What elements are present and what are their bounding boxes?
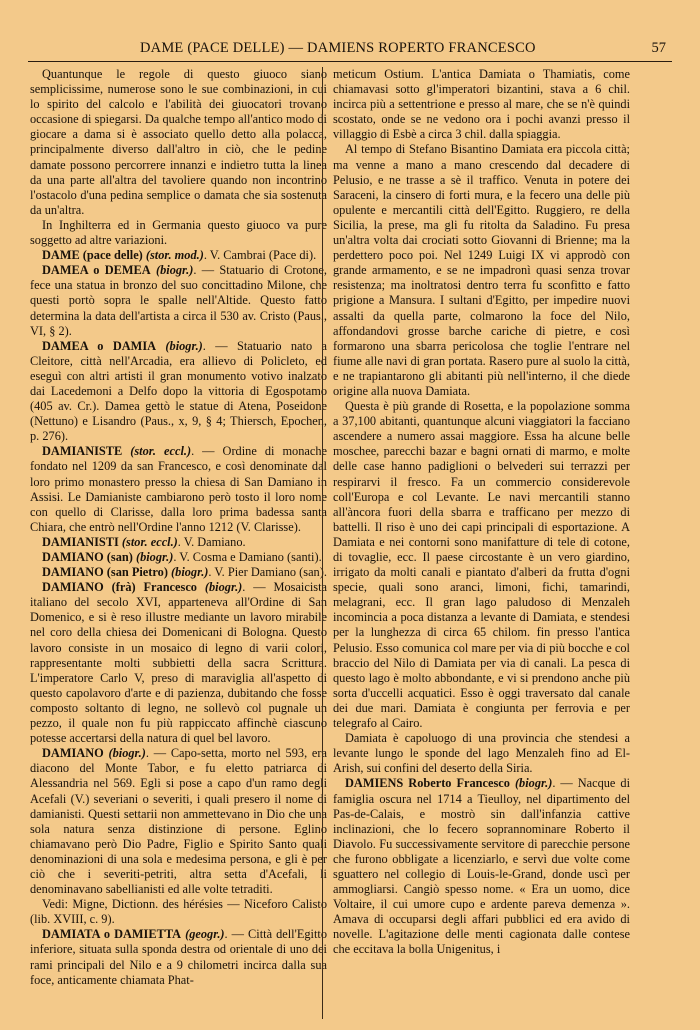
dictionary-entry [30,263,327,338]
entry-category: (biogr.) [155,263,194,278]
entry-category: (stor. eccl.) [121,534,178,549]
entry-category: (biogr.) [165,338,203,353]
column-divider [322,67,323,1019]
body-paragraph: Al tempo di Stefano Bisantino Damiata era piccola città; ma venne a mano a mano crescendo dal decadere di Pelusio, e ne trasse a sè il traffico. Venuta in potere dei Saraceni, la cinsero di forti mura, e la fecero una delle più opulente e mercantili città dell'Egitto. Ruggiero, re della Sicilia, la prese, ma gli fu ritolta da Saladino. Fu presa un'altra volta dai crociati sotto Giovanni di Brienne; ma la perdettero poco poi. Nel 1249 Luigi IX vi approdò con grande armamento, e se ne impadronì quasi senza trovar resistenza; ma inoltratosi dentro terra fu sconfitto e fatto prigione a Mansura. I sultani d'Egitto, per impedire nuovi assalti da quella parte, colmarono la foce del Nilo, affondandovi grosse barche cariche di pietre, e così formarono una sbarra pericolosa che toglie l'entrare nel fiume alle navi di gran portata. Rasero pure al suolo la città, e ne trapiantarono gli abitanti più nell'interno, il che diede origine alla nuova Damiata. [333,142,630,398]
entry-headword: DAMIANISTE [42,444,123,459]
entry-headword: DAMIANO [42,746,104,761]
body-paragraph: In Inghilterra ed in Germania questo giuoco va pure soggetto ad altre variazioni. [30,217,327,248]
entry-text: . V. Pier Damiano (san). [208,565,327,580]
entry-headword: DAME (pace delle) [42,248,143,263]
entry-category: (stor. mod.) [145,248,204,263]
dictionary-entry [30,565,327,580]
dictionary-entry [30,248,327,263]
entry-text: . — Mosaicista italiano del secolo XVI, apparteneva all'Ordine di San Domenico, e si è reso illustre mediante un lavoro mirabile nel coro della chiesa dei Domenicani di Bologna. Questo lavoro consiste in un mosaico di legno di varii colori, rappresentante molti subbietti della sacra Scrittura. L'imperatore Carlo V, preso di maraviglia all'aspetto di questo capolavoro d'arte e di pazienza, dubitando che fosse composto soltanto di legno, ne sollevò col pugnale un pezzo, il quale non fu più rappiccato affinchè ciascuno potesse accertarsi della natura di quel bel lavoro. [30,580,327,746]
entry-category: (stor. eccl.) [130,444,192,459]
page-number: 57 [651,40,666,56]
entry-text: . V. Damiano. [177,534,246,549]
body-paragraph: Questa è più grande di Rosetta, e la popolazione somma a 37,100 abitanti, quantunque alcuni viaggiatori la facciano ascendere a numero assai maggiore. Essa ha alcune belle moschee, parecchi bazar e bagni ornati di marmo, e molte delle case hanno padiglioni o belvederi sui terrazzi per respirarvi il fresco. Fa un commercio considerevole coll'Europa e col Levante. Le navi mercantili stanno all'àncora fuori della sbarra e trafficano per mezzo di battelli. Il riso è uno dei capi principali di esportazione. A Damiata e nei contorni sono manifatture di tele di cotone, di tovaglie, ecc. Il paese circostante è un vero giardino, irrigato da molti canali e piantato d'alberi da frutta d'ogni specie, quali sono aranci, limoni, fichi, tamarindi, melagrani, ecc. Il gran lago paludoso di Menzaleh incomincia a poca distanza a levante di Damiata, e stendesi per la lunghezza di circa 65 chilom. fin presso l'antica Pelusio. Esso comunica col mare per via di più bocche e col braccio del Nilo di Damiata per via di canali. La pesca di questo lago è molto abbondante, e vi si prendono anche più sorta d'uccelli acquatici. Esso è oggi traversato dal canale dei due mari. Damiata è congiunta per ferrovia e per telegrafo al Cairo. [333,399,630,731]
dictionary-entry [30,746,327,897]
right-column [333,67,630,1017]
body-paragraph: Quantunque le regole di questo giuoco siano semplicissime, numerose sono le sue combinazioni, in cui lo spirito del calcolo e l'abilità dei giuocatori trovano occasione di spiegarsi. Da qualche tempo all'antico modo di giocare a dama si è associato quello detto alla polacca, principalmente diverso dall'altro in ciò, che le pedine damate possono percorrere innanzi e indietro tutta la linea da una parte all'altra del tavoliere quando non incontrino l'ostacolo d'una pedina semplice o damata che sia sostenuta da un'altra. [30,67,327,217]
entry-headword: DAMIANO (san) [42,550,133,564]
entry-text: . — Capo-setta, morto nel 593, era diacono del Monte Tabor, e fu eletto patriarca di Alessandria nel 569. Egli si pose a capo d'un ramo degli Acefali (V.) severiani o severiti, i quali presero il nome di damianisti. Questi settarii non ammettevano in Dio che una sola natura senza distinzione di persone. Eglino chiamavano però Dio Padre, Figlio e Spirito Santo quali denominazioni di una sola e medesima persona, e gli è per ciò che i severiti-petriti, altra setta d'Acefali, li denominavano sabellianisti ed alle volte tetraditi. [30,746,327,897]
entry-category: (biogr.) [171,565,209,580]
entry-category: (geogr.) [185,927,225,942]
entry-headword: DAMIANO (frà) Francesco [42,580,197,595]
dictionary-entry [30,339,327,445]
dictionary-entry [30,550,327,565]
dictionary-entry [30,535,327,550]
entry-text: . V. Cambrai (Pace di). [203,248,317,263]
dictionary-entry [333,776,630,957]
entry-text: . — Città dell'Egitto inferiore, situata sulla sponda destra od orientale di uno dei rami principali del Nilo e a 9 chilometri incirca dalla sua foce, anticamente chiamata Phat- [30,927,327,987]
running-header [28,38,672,62]
entry-headword: DAMEA o DAMIA [42,338,157,353]
dictionary-entry [30,444,327,535]
running-title: DAME (PACE DELLE) — DAMIENS ROPERTO FRANCESCO [140,40,536,56]
dictionary-entry [30,580,327,746]
entry-category: (biogr.) [514,776,553,791]
entry-text: . V. Cosma e Damiano (santi). [173,550,322,564]
entry-text: . — Statuario di Crotone, fece una statua in bronzo del suo concittadino Milone, che questi portò sopra le spalle nell'Altide. Questo fatto determina la data dell'artista a circa il 530 av. Cristo (Paus., VI, § 2). [30,263,327,338]
entry-headword: DAMEA o DEMEA [42,263,151,278]
entry-headword: DAMIENS Roberto Francesco [345,776,510,791]
body-paragraph: meticum Ostium. L'antica Damiata o Thamiatis, come chiamavasi sotto gl'imperatori bizantini, stava a 6 chil. incirca più a settentrione e presso al mare, che se n'è quindi scostato, onde se ne vedono ora i pochi avanzi presso il villaggio di Esbè a circa 3 chil. dalla spiaggia. [333,67,630,142]
entry-category: (biogr.) [204,580,243,595]
entry-text: . — Ordine di monache fondato nel 1209 da san Francesco, e così denominate dal loro primo monastero presso la chiesa di San Damiano in Assisi. Le Damianiste cambiarono però tosto il loro nome con quello di Clarisse, dalla loro prima badessa santa Chiara, che entrò nell'Ordine l'anno 1212 (V. Clarisse). [30,444,327,534]
entry-headword: DAMIANISTI [42,534,119,549]
entry-headword: DAMIANO (san Pietro) [42,565,168,580]
body-paragraph: Damiata è capoluogo di una provincia che stendesi a levante lungo le sponde del lago Menzaleh fino ad El-Arish, sui confini del deserto della Siria. [333,731,630,776]
entry-headword: DAMIATA o DAMIETTA [42,927,182,942]
entry-category: (biogr.) [135,550,174,564]
body-paragraph: Vedi: Migne, Dictionn. des hérésies — Niceforo Calisto (lib. XVIII, c. 9). [30,897,327,927]
left-column [30,67,327,1017]
entry-text: . — Statuario nato a Cleitore, città nell'Arcadia, era allievo di Policleto, ed eseguì con altri artisti il gran monumento votivo inalzato dai Lacedemoni a Delfo dopo la vittoria di Egospotamo (405 av. Cr.). Damea gettò le statue di Atena, Poseidone (Nettuno) e Lisandro (Paus., x, 9, § 4; Thiersch, Epochen, p. 276). [30,338,327,444]
entry-category: (biogr.) [108,746,146,761]
header-rule [28,61,672,62]
entry-text: . — Nacque di famiglia oscura nel 1714 a Tieulloy, nel dipartimento del Pas-de-Calais, e mostrò sin dall'infanzia cattive inclinazioni, che lo fecero soprannominare Roberto il Diavolo. Fu successivamente servitore di parecchie persone che furono obbligate a licenziarlo, e servì due volte come sguattero nel collegio di Louis-le-Grand, donde uscì per ammogliarsi. Cangiò spesso nome. « Era un uomo, dice Voltaire, il cui umore cupo e ardente pareva demenza ». Amava di occuparsi degli affari pubblici ed era avido di novelle. L'agitazione delle menti cagionata dalle contese che eccitava la bolla Unigenitus, i [333,776,630,957]
dictionary-entry [30,927,327,987]
